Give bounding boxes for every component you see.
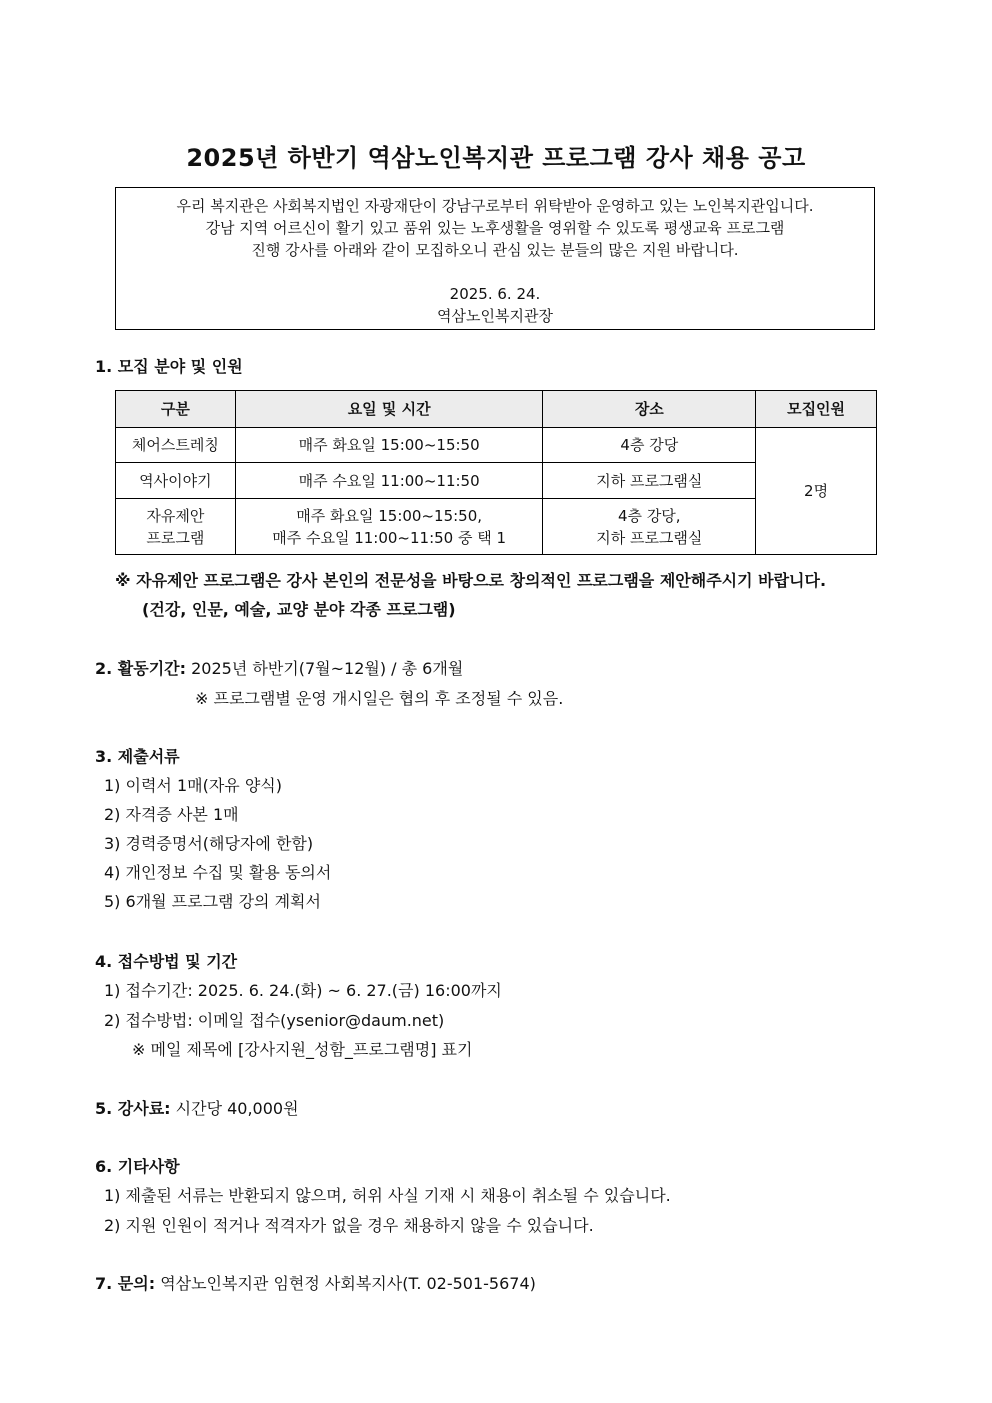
cell-place <box>543 499 756 555</box>
cell-time <box>235 499 543 555</box>
intro-line: 진행 강사를 아래와 같이 모집하오니 관심 있는 분들의 많은 지원 바랍니다. <box>251 241 739 259</box>
section2-value: 2025년 하반기(7월~12월) / 총 6개월 <box>191 659 464 678</box>
section5-line <box>95 1096 299 1119</box>
cell-place: 지하 프로그램실 <box>543 463 756 499</box>
cell-category <box>116 499 236 555</box>
cell-category: 체어스트레칭 <box>116 428 236 463</box>
table-row <box>116 428 877 463</box>
header-headcount: 모집인원 <box>756 391 877 428</box>
cell-line: 지하 프로그램실 <box>596 528 703 547</box>
intro-line: 강남 지역 어르신이 활기 있고 품위 있는 노후생활을 영위할 수 있도록 평생교육 프로그램 <box>205 219 785 237</box>
intro-date: 2025. 6. 24. <box>449 285 541 303</box>
section7-label: 7. 문의: <box>95 1274 156 1293</box>
header-time: 요일 및 시간 <box>235 391 543 428</box>
section1-note: ※ 자유제안 프로그램은 강사 본인의 전문성을 바탕으로 창의적인 프로그램을 제안해주시기 바랍니다. <box>115 571 827 590</box>
list-item: 1) 접수기간: 2025. 6. 24.(화) ~ 6. 27.(금) 16:00까지 <box>104 981 502 1000</box>
header-category: 구분 <box>116 391 236 428</box>
list-item: 3) 경력증명서(해당자에 한함) <box>104 834 314 853</box>
cell-time: 매주 수요일 11:00~11:50 <box>235 463 543 499</box>
cell-category: 역사이야기 <box>116 463 236 499</box>
cell-line: 4층 강당, <box>618 506 681 525</box>
header-place: 장소 <box>543 391 756 428</box>
section1-note-detail: (건강, 인문, 예술, 교양 분야 각종 프로그램) <box>142 600 456 619</box>
section3-heading: 3. 제출서류 <box>95 747 180 766</box>
cell-line: 매주 수요일 11:00~11:50 중 택 1 <box>272 528 507 547</box>
recruitment-table <box>115 390 877 555</box>
section1-heading: 1. 모집 분야 및 인원 <box>95 357 243 376</box>
list-item: 2) 접수방법: 이메일 접수(ysenior@daum.net) <box>104 1011 445 1030</box>
section5-value: 시간당 40,000원 <box>175 1099 299 1118</box>
list-item: 1) 제출된 서류는 반환되지 않으며, 허위 사실 기재 시 채용이 취소될 수 있습니다. <box>104 1186 671 1205</box>
section7-line <box>95 1271 536 1294</box>
section2-note: ※ 프로그램별 운영 개시일은 협의 후 조정될 수 있음. <box>195 689 564 708</box>
list-item: 5) 6개월 프로그램 강의 계획서 <box>104 892 321 911</box>
list-item: 4) 개인정보 수집 및 활용 동의서 <box>104 863 332 882</box>
intro-signer: 역삼노인복지관장 <box>437 307 553 325</box>
cell-line: 매주 화요일 15:00~15:50, <box>296 506 483 525</box>
cell-time: 매주 화요일 15:00~15:50 <box>235 428 543 463</box>
section7-value: 역삼노인복지관 임현정 사회복지사(T. 02-501-5674) <box>160 1274 536 1293</box>
intro-line: 우리 복지관은 사회복지법인 자광재단이 강남구로부터 위탁받아 운영하고 있는 노인복지관입니다. <box>176 197 814 215</box>
cell-headcount: 2명 <box>756 428 877 555</box>
section4-heading: 4. 접수방법 및 기간 <box>95 952 238 971</box>
list-item: 2) 지원 인원이 적거나 적격자가 없을 경우 채용하지 않을 수 있습니다. <box>104 1216 594 1235</box>
cell-line: 자유제안 <box>146 506 205 525</box>
page-title: 2025년 하반기 역삼노인복지관 프로그램 강사 채용 공고 <box>186 144 806 172</box>
cell-line: 프로그램 <box>146 528 205 547</box>
section6-heading: 6. 기타사항 <box>95 1157 180 1176</box>
intro-box <box>115 187 875 330</box>
section2-line <box>95 656 463 679</box>
section4-note: ※ 메일 제목에 [강사지원_성함_프로그램명] 표기 <box>132 1040 473 1059</box>
list-item: 1) 이력서 1매(자유 양식) <box>104 776 282 795</box>
list-item: 2) 자격증 사본 1매 <box>104 805 239 824</box>
cell-place: 4층 강당 <box>543 428 756 463</box>
section2-label: 2. 활동기간: <box>95 659 187 678</box>
section5-label: 5. 강사료: <box>95 1099 171 1118</box>
table-header-row <box>116 391 877 428</box>
